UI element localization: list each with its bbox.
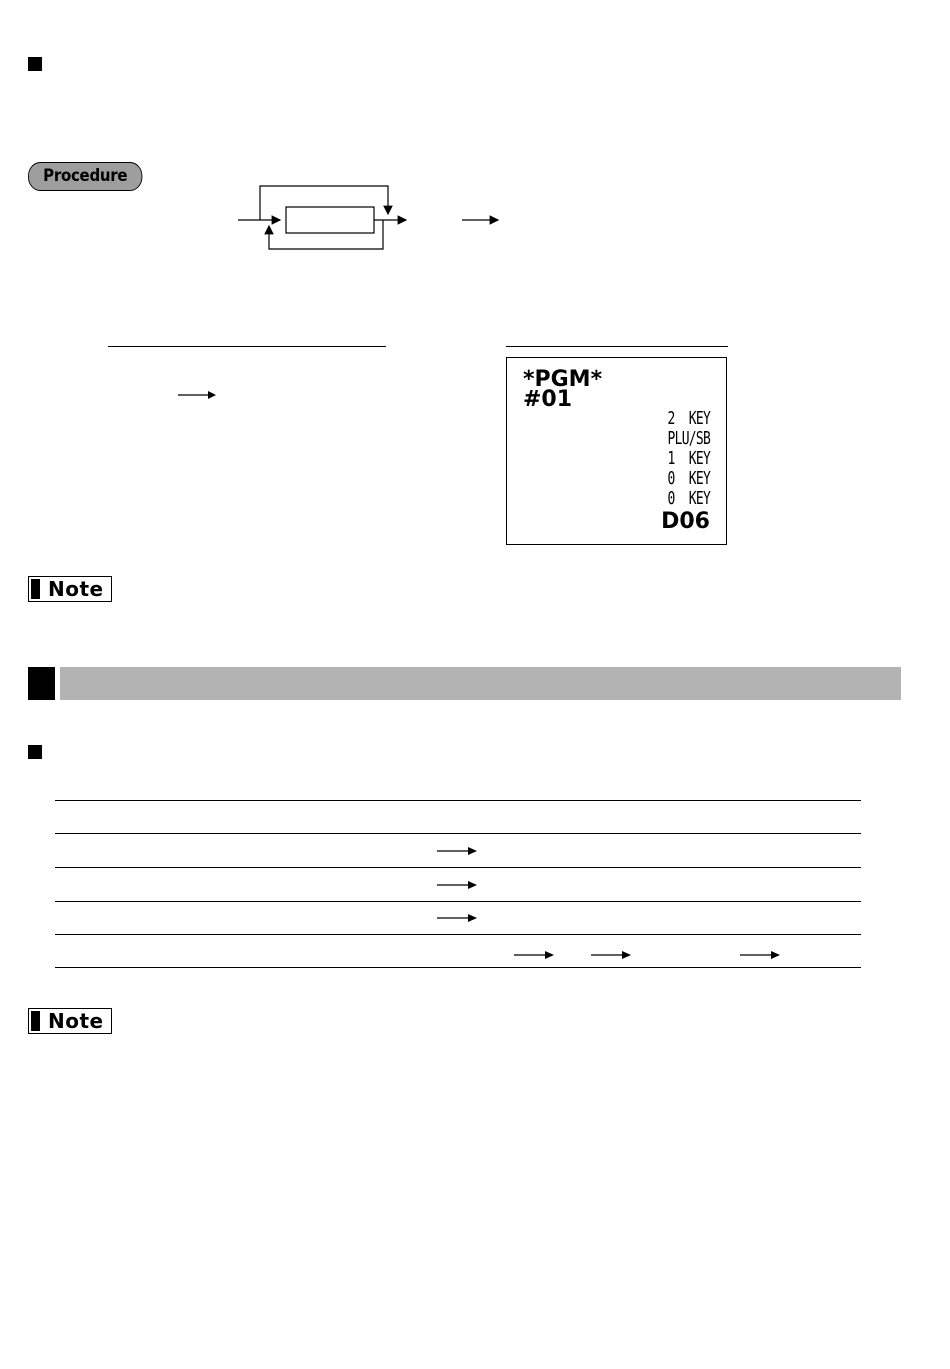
key-box	[286, 207, 374, 233]
receipt-row: 0 KEY	[667, 468, 710, 489]
table-rule	[55, 800, 861, 801]
section-bullet	[28, 57, 42, 71]
print-rule	[506, 346, 728, 347]
arrow-icon	[437, 879, 479, 891]
note-label: Note	[28, 1008, 112, 1034]
table-rule	[55, 833, 861, 834]
arrow-icon	[437, 845, 479, 857]
table-rule	[55, 901, 861, 902]
receipt-row: 0 KEY	[667, 488, 710, 509]
receipt-row: 1 KEY	[667, 448, 710, 469]
receipt-row: 2 KEY	[667, 408, 710, 429]
receipt-footer: D06	[661, 509, 710, 534]
table-rule	[55, 934, 861, 935]
procedure-flow-diagram	[230, 180, 510, 260]
arrow-icon	[740, 949, 782, 961]
note-label: Note	[28, 576, 112, 602]
section-bullet	[28, 745, 42, 759]
receipt-mode: *PGM*	[523, 367, 603, 392]
receipt-print	[506, 357, 727, 545]
receipt-row: PLU/SB	[667, 428, 710, 449]
procedure-badge: Procedure	[28, 162, 142, 191]
table-rule	[55, 867, 861, 868]
table-rule	[55, 967, 861, 968]
arrow-icon	[591, 949, 633, 961]
arrow-icon	[437, 912, 479, 924]
section-marker	[28, 667, 55, 700]
section-heading-bar	[60, 667, 901, 700]
key-operation-rule	[108, 346, 386, 347]
receipt-number: #01	[523, 387, 573, 412]
arrow-icon	[514, 949, 556, 961]
arrow-icon	[178, 389, 218, 401]
